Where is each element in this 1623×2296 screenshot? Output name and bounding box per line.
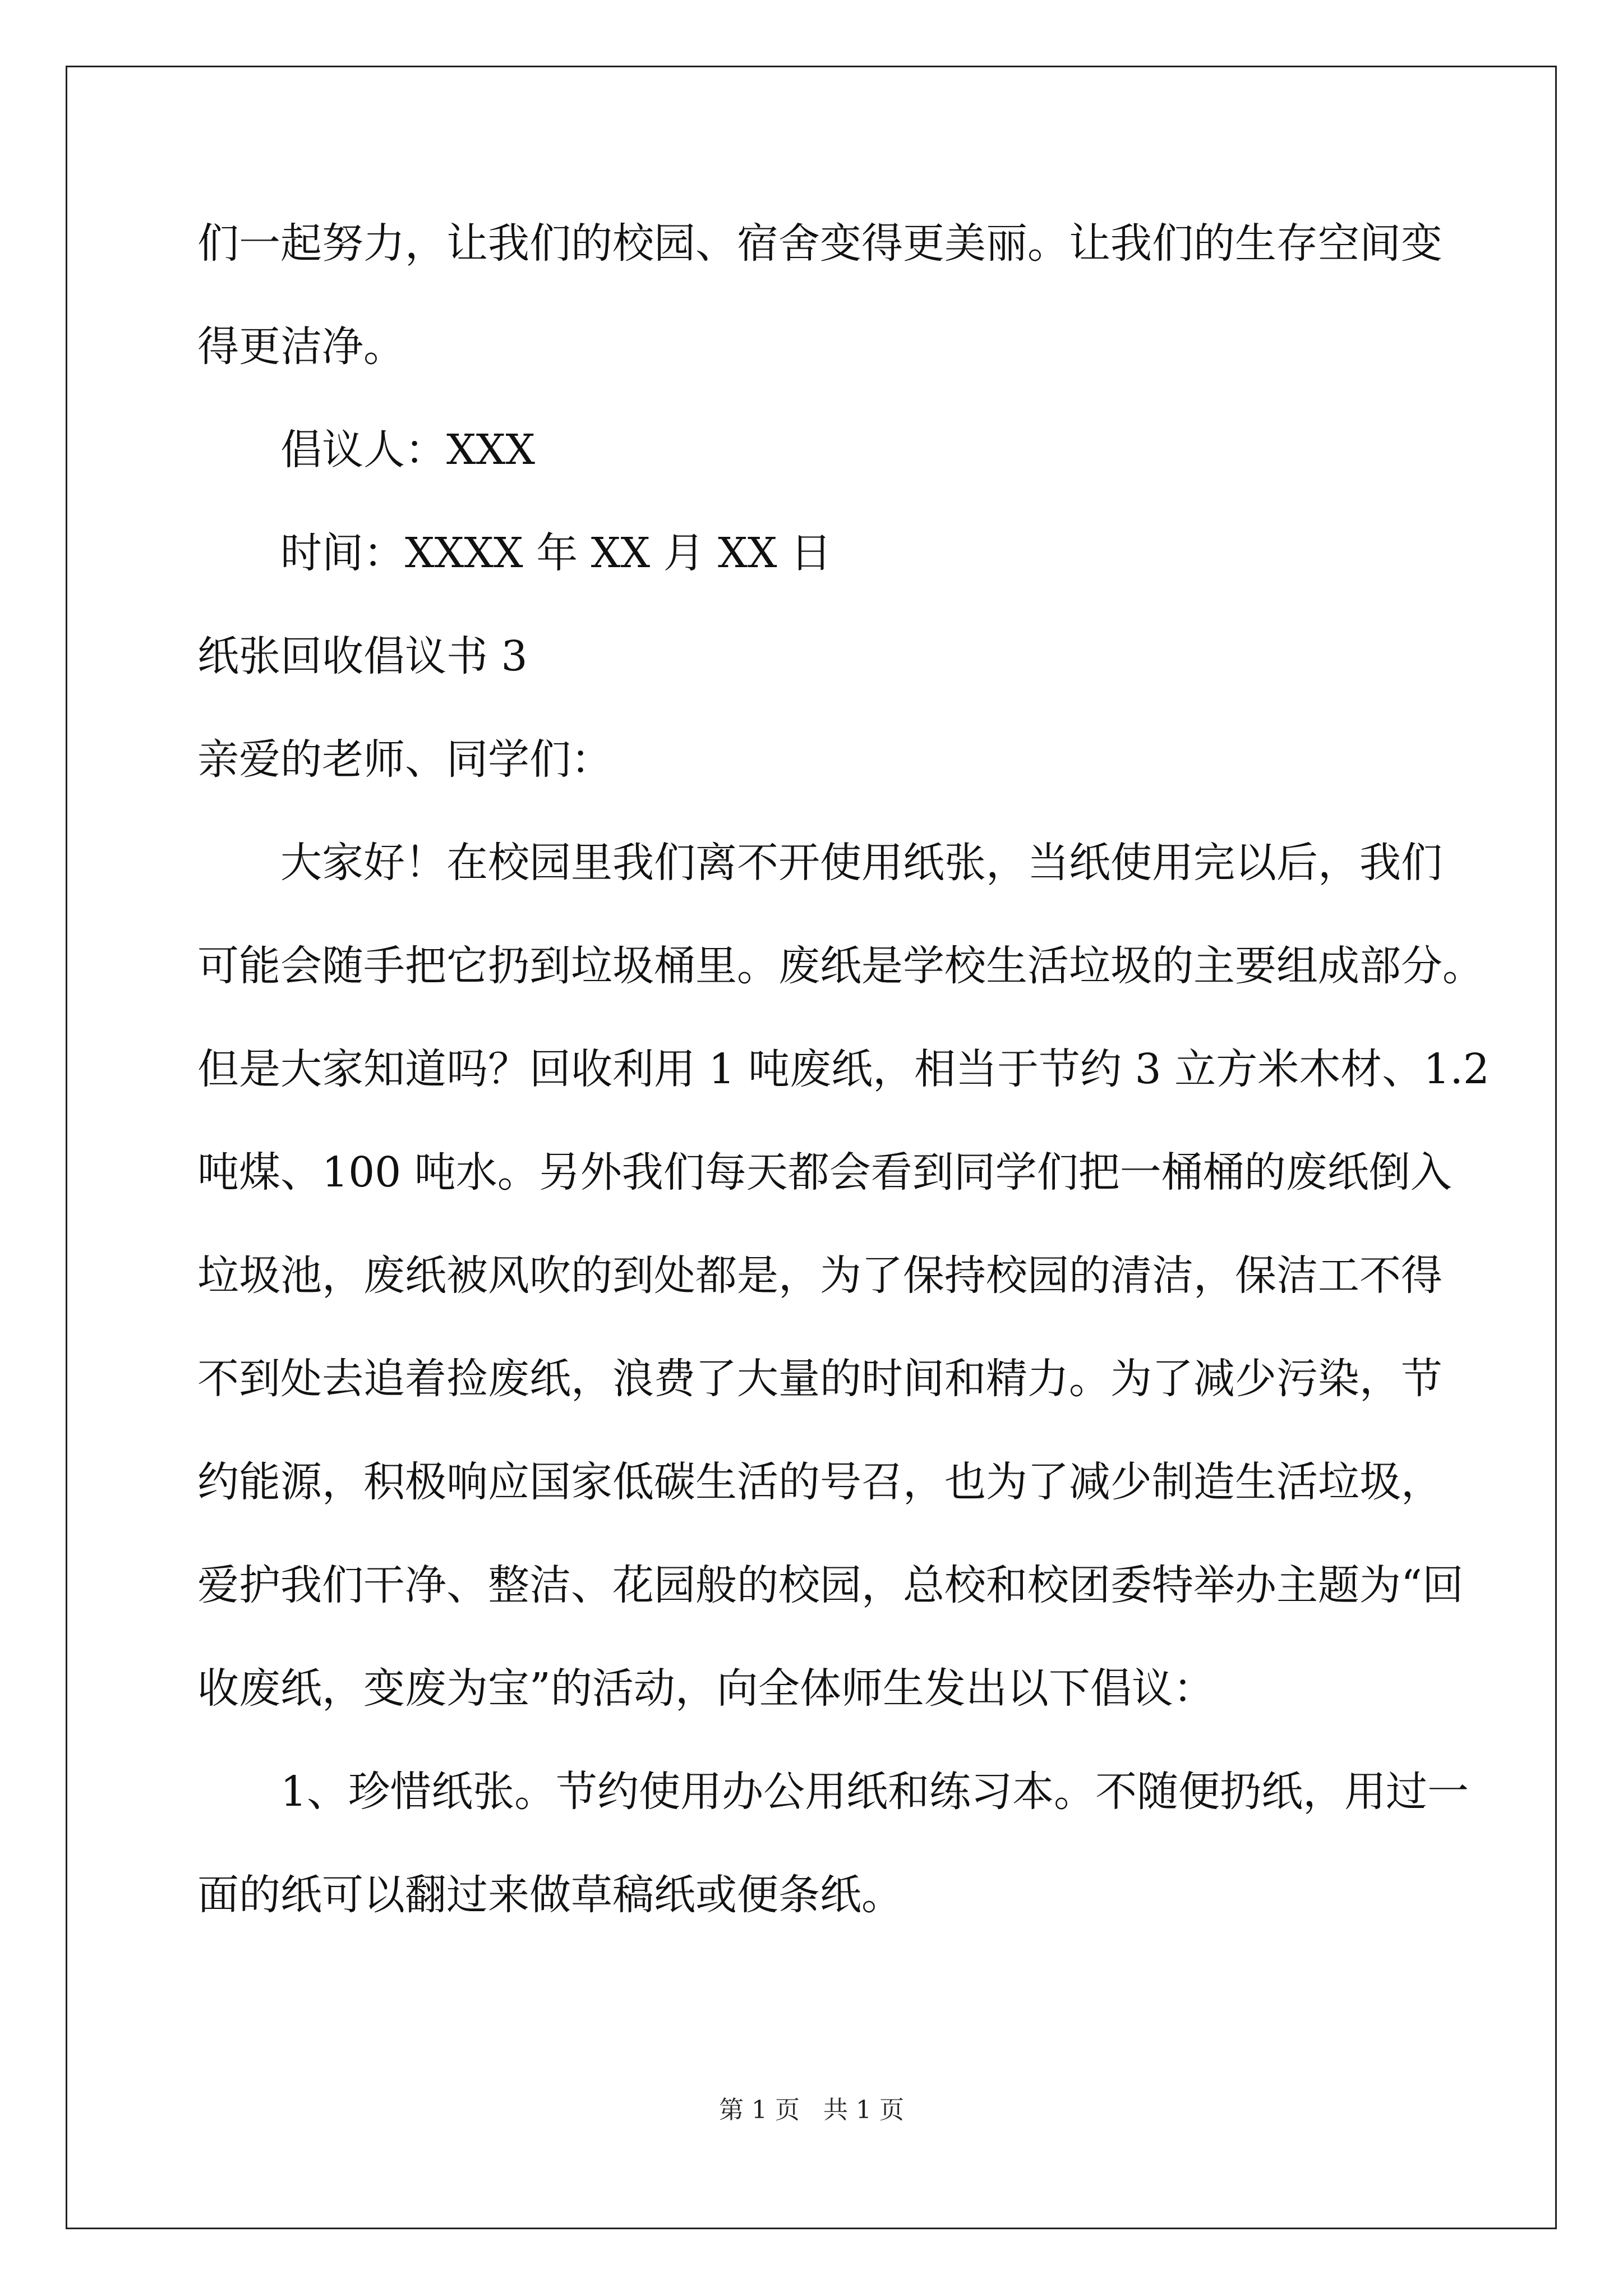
text-line: 垃圾池，废纸被风吹的到处都是，为了保持校园的清洁，保洁工不得: [197, 1251, 1442, 1300]
text-line: 约能源，积极响应国家低碳生活的号召，也为了减少制造生活垃圾，: [197, 1458, 1442, 1506]
salutation: 亲爱的老师、同学们：: [197, 735, 612, 784]
page-number: 第 1 页 共 1 页: [719, 2096, 904, 2124]
text-line: 大家好！在校园里我们离不开使用纸张，当纸使用完以后，我们: [280, 839, 1442, 887]
text-line: 不到处去追着捡废纸，浪费了大量的时间和精力。为了减少污染，节: [197, 1355, 1442, 1403]
text-line: 爱护我们干净、整洁、花园般的校园，总校和校团委特举办主题为“回: [197, 1561, 1464, 1609]
text-line: 但是大家知道吗？回收利用 1 吨废纸，相当于节约 3 立方米木材、1.2: [197, 1045, 1490, 1093]
text-line: 吨煤、100 吨水。另外我们每天都会看到同学们把一桶桶的废纸倒入: [197, 1148, 1452, 1197]
text-line: 收废纸，变废为宝”的活动，向全体师生发出以下倡议：: [197, 1664, 1215, 1713]
page-footer: [0, 2093, 1623, 2127]
text-line: 面的纸可以翻过来做草稿纸或便条纸。: [197, 1871, 903, 1919]
date-line: 时间：XXXX 年 XX 月 XX 日: [280, 529, 832, 577]
text-line: 可能会随手把它扔到垃圾桶里。废纸是学校生活垃圾的主要组成部分。: [197, 942, 1484, 990]
section-title: 纸张回收倡议书 3: [197, 632, 528, 680]
text-line: 得更洁净。: [197, 323, 405, 371]
signatory-line: 倡议人：XXX: [280, 426, 536, 474]
text-line: 们一起努力，让我们的校园、宿舍变得更美丽。让我们的生存空间变: [197, 219, 1442, 268]
text-line: 1、珍惜纸张。节约使用办公用纸和练习本。不随便扔纸，用过一: [280, 1768, 1469, 1816]
